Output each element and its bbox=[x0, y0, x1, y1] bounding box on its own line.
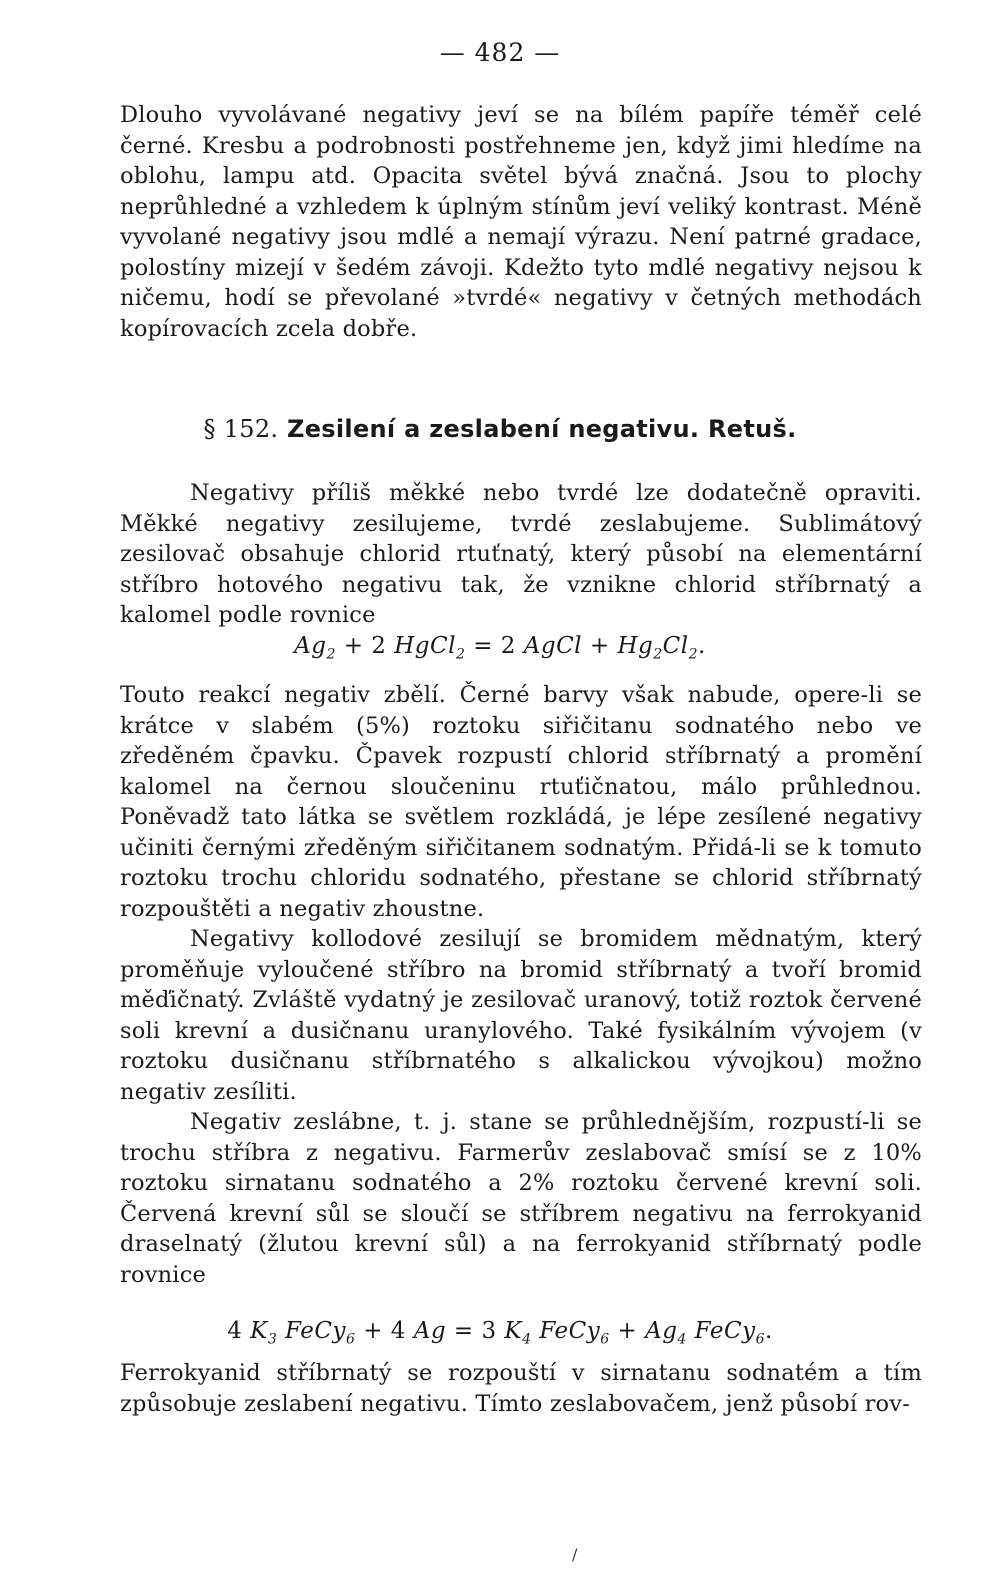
paragraph-4: Negativ zeslábne, t. j. stane se průhlednějším, rozpustí-li se trochu stříbra z negativu. Farmerův zeslabovač smísí se z 10% roztoku sirnatanu sodnatého a 2% roztoku červené krevní soli. Červená krevní sůl se sloučí se stříbrem negativu na ferrokyanid draselnatý (žlutou krevní sůl) a na ferrokyanid stříbrnatý podle rovnice bbox=[120, 1109, 922, 1288]
formula-subscript: 6 bbox=[755, 1331, 765, 1348]
formula-subscript: 4 bbox=[522, 1331, 532, 1348]
formula-subscript: 2 bbox=[326, 646, 336, 663]
formula-term: Hg bbox=[617, 633, 654, 659]
formula-operator: . bbox=[698, 633, 706, 659]
formula-term: FeCy bbox=[277, 1318, 346, 1344]
formula-term: HgCl bbox=[394, 633, 456, 659]
formula-term: K bbox=[504, 1318, 523, 1344]
paragraph-5: Ferrokyanid stříbrnatý se rozpouští v sirnatanu sodnatém a tím způsobuje zeslabení negativu. Tímto zeslabovačem, jenž působí rov- bbox=[120, 1360, 922, 1417]
formula-subscript: 2 bbox=[653, 646, 663, 663]
paragraph-2-block bbox=[120, 680, 922, 1290]
formula-term: Cl bbox=[662, 633, 689, 659]
paragraph-5-block bbox=[120, 1358, 922, 1419]
section-title: Zesilení a zeslabení negativu. Retuš. bbox=[287, 415, 797, 443]
formula-term: Ag bbox=[645, 1318, 678, 1344]
formula-operator: = 2 bbox=[465, 633, 524, 659]
formula-subscript: 3 bbox=[267, 1331, 278, 1348]
formula-subscript: 6 bbox=[600, 1331, 610, 1348]
intro-paragraph-block bbox=[120, 100, 922, 344]
formula-subscript: 4 bbox=[677, 1331, 687, 1348]
formula-subscript: 2 bbox=[688, 646, 699, 663]
formula-operator: . bbox=[764, 1318, 773, 1344]
formula-operator: + bbox=[582, 633, 618, 659]
formula-farmer bbox=[0, 1318, 1000, 1348]
formula-term: FeCy bbox=[686, 1318, 756, 1344]
paragraph-3: Negativy kollodové zesilují se bromidem mědnatým, který proměňuje vyloučené stříbro na bromid stříbrnatý a tvoří bromid měďičnatý. Zvláště vydatný je zesilovač uranový, totiž roztok červené soli krevní a dusičnanu uranylového. Také fysikálním vývojem (v roztoku dusičnanu stříbrnatého s alkalickou vývojkou) možno negativ zesíliti. bbox=[120, 926, 922, 1105]
formula-operator: 4 bbox=[227, 1318, 251, 1344]
formula-operator: + 4 bbox=[355, 1318, 414, 1344]
formula-operator: = 3 bbox=[446, 1318, 505, 1344]
formula-term: K bbox=[250, 1318, 268, 1344]
formula-term: AgCl bbox=[523, 633, 583, 659]
formula-term: Ag bbox=[294, 633, 327, 659]
section-heading bbox=[0, 415, 1000, 443]
formula-term: Ag bbox=[413, 1318, 447, 1344]
intro-paragraph: Dlouho vyvolávané negativy jeví se na bílém papíře téměř celé černé. Kresbu a podrobnosti postřehneme jen, když jimi hledíme na oblohu, lampu atd. Opacita světel bývá značná. Jsou to plochy neprůhledné a vzhledem k úplným stínům jeví veliký kontrast. Méně vyvolané negativy jsou mdlé a nemají výrazu. Není patrné gradace, polostíny mizejí v šedém závoji. Kdežto tyto mdlé negativy nejsou k ničemu, hodí se převolané »tvrdé« negativy v četných methodách kopírovacích zcela dobře. bbox=[120, 102, 922, 342]
footer-mark: / bbox=[572, 1545, 578, 1564]
formula-operator: + bbox=[609, 1318, 646, 1344]
page-number: — 482 — bbox=[439, 38, 561, 67]
formula-sublimate bbox=[0, 633, 1000, 663]
paragraph-1: Negativy příliš měkké nebo tvrdé lze dodatečně opraviti. Měkké negativy zesilujeme, tvrdé zeslabujeme. Sublimátový zesilovač obsahuje chlorid rtuťnatý, který působí na elementární stříbro hotového negativu tak, že vznikne chlorid stříbrnatý a kalomel podle rovnice bbox=[120, 480, 922, 628]
paragraph-2: Touto reakcí negativ zbělí. Černé barvy však nabude, opere-li se krátce v slabém (5%) roztoku siřičitanu sodnatého nebo ve zředěném čpavku. Čpavek rozpustí chlorid stříbrnatý a promění kalomel na černou sloučeninu rtuťičnatou, málo průhlednou. Poněvadž tato látka se světlem rozkládá, je lépe zesílené negativy učiniti černými zředěným siřičitanem sodnatým. Přidá-li se k tomuto roztoku trochu chloridu sodnatého, přestane se chlorid stříbrnatý rozpouštěti a negativ zhoustne. bbox=[120, 682, 922, 922]
formula-subscript: 2 bbox=[455, 646, 466, 663]
paragraph-1-block bbox=[120, 478, 922, 631]
formula-term: FeCy bbox=[531, 1318, 601, 1344]
formula-subscript: 6 bbox=[345, 1331, 356, 1348]
formula-operator: + 2 bbox=[335, 633, 395, 659]
section-symbol: § 152. bbox=[203, 415, 279, 443]
